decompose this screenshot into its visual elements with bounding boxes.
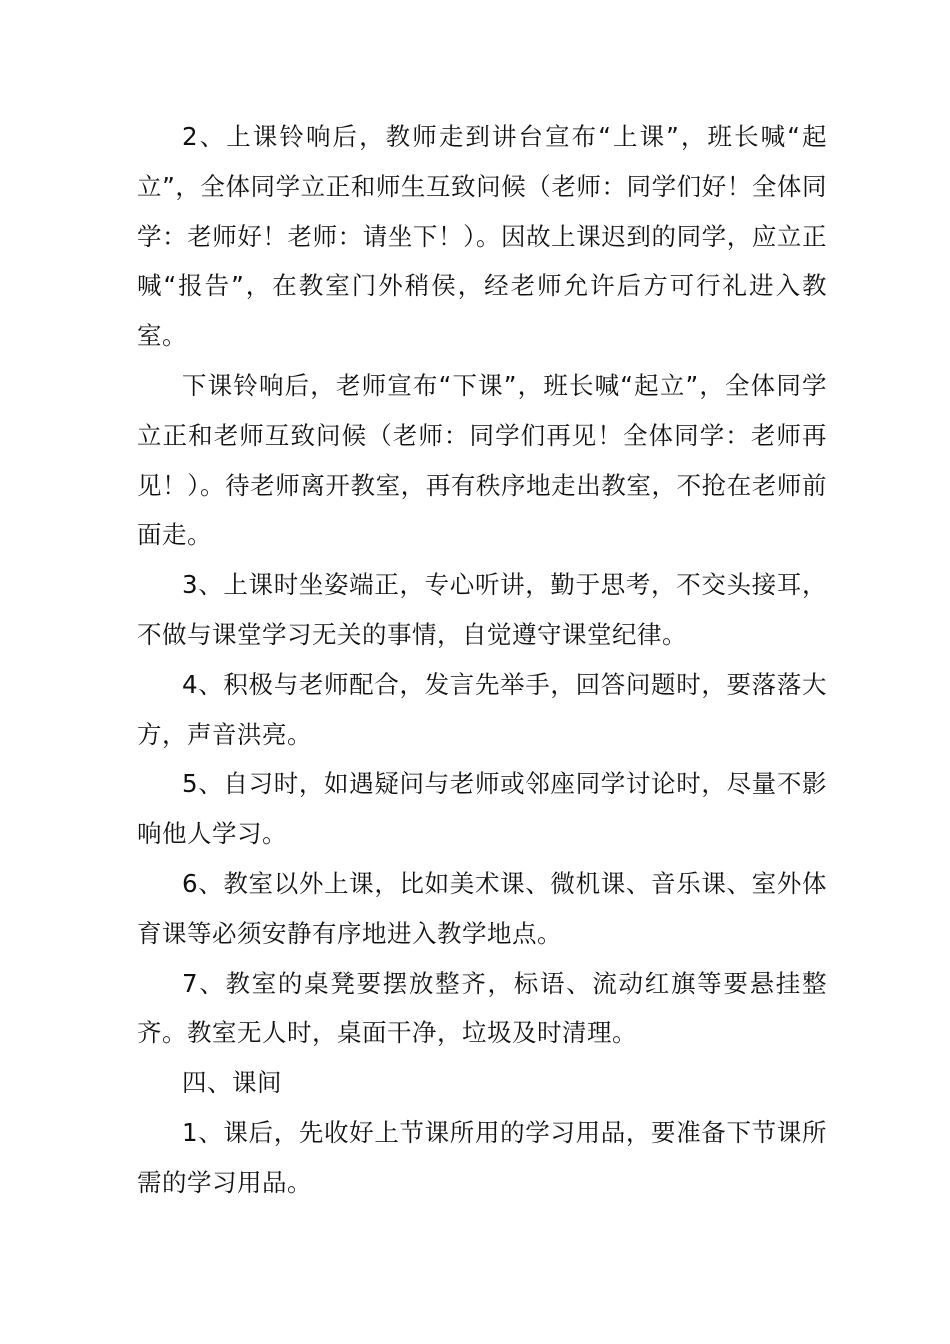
paragraph-class-end-etiquette: 下课铃响后，老师宣布“下课”，班长喊“起立”，全体同学立正和老师互致问候（老师：同学们再见！全体同学：老师再见！）。待老师离开教室，再有秩序地走出教室，不抢在老师前面走。 <box>137 370 827 550</box>
paragraph-sitting-posture: 3、上课时坐姿端正，专心听讲，勤于思考，不交头接耳，不做与课堂学习无关的事情，自觉遵守课堂纪律。 <box>137 570 827 649</box>
paragraph-class-start-etiquette: 2、上课铃响后，教师走到讲台宣布“上课”，班长喊“起立”，全体同学立正和师生互致问候（老师：同学们好！全体同学：老师好！老师：请坐下！）。因故上课迟到的同学，应立正喊“报告”，在教室门外稍侯，经老师允许后方可行礼进入教室。 <box>137 122 827 351</box>
paragraph-desks-tidy: 7、教室的桌凳要摆放整齐，标语、流动红旗等要悬挂整齐。教室无人时，桌面干净，垃圾及时清理。 <box>137 968 827 1048</box>
paragraph-after-class: 1、课后，先收好上节课所用的学习用品，要准备下节课所需的学习用品。 <box>137 1117 827 1197</box>
paragraph-cooperate-teacher: 4、积极与老师配合，发言先举手，回答问题时，要落落大方，声音洪亮。 <box>137 669 827 749</box>
section-heading-break: 四、课间 <box>182 1068 282 1098</box>
document-body <box>137 112 827 1208</box>
paragraph-outside-classroom: 6、教室以外上课，比如美术课、微机课、音乐课、室外体育课等必须安静有序地进入教学地点。 <box>137 868 827 948</box>
paragraph-self-study: 5、自习时，如遇疑问与老师或邻座同学讨论时，尽量不影响他人学习。 <box>137 769 827 849</box>
